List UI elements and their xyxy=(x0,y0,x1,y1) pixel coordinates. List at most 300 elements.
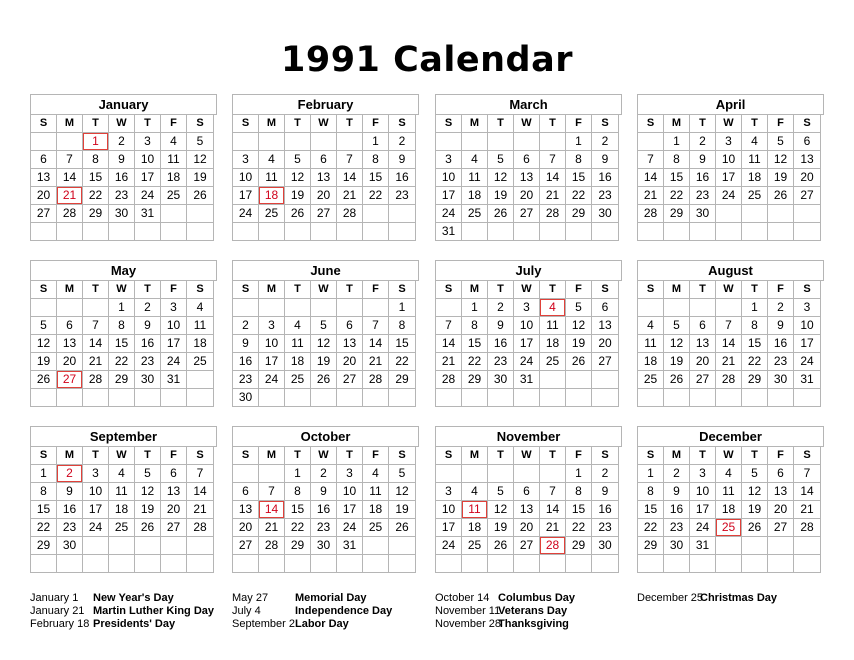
day-cell: 29 xyxy=(566,537,592,555)
day-cell: 28 xyxy=(259,537,285,555)
day-cell: 31 xyxy=(436,223,462,241)
week-row xyxy=(638,169,824,187)
day-cell: 24 xyxy=(135,187,161,205)
empty-cell xyxy=(187,371,214,389)
day-cell: 3 xyxy=(233,151,259,169)
weekday-label: T xyxy=(337,281,363,299)
month-name: April xyxy=(638,95,824,115)
weekday-label: W xyxy=(716,281,742,299)
day-cell: 30 xyxy=(311,537,337,555)
weekday-label: F xyxy=(768,281,794,299)
weekday-label: T xyxy=(488,281,514,299)
day-cell: 16 xyxy=(690,169,716,187)
empty-cell xyxy=(514,133,540,151)
day-cell: 16 xyxy=(233,353,259,371)
day-cell: 9 xyxy=(592,483,619,501)
week-row xyxy=(31,205,217,223)
empty-cell xyxy=(363,389,389,407)
weekday-label: S xyxy=(389,115,416,133)
day-cell: 21 xyxy=(337,187,363,205)
day-cell: 20 xyxy=(768,501,794,519)
day-cell: 16 xyxy=(488,335,514,353)
empty-cell xyxy=(716,555,742,573)
empty-cell xyxy=(311,555,337,573)
day-cell: 26 xyxy=(768,187,794,205)
weekday-label: T xyxy=(285,281,311,299)
weekday-label: S xyxy=(31,281,57,299)
day-cell: 14 xyxy=(540,169,566,187)
week-row xyxy=(638,205,824,223)
day-cell: 2 xyxy=(592,465,619,483)
empty-cell xyxy=(436,389,462,407)
holiday-name: Labor Day xyxy=(295,618,349,630)
day-cell: 7 xyxy=(259,483,285,501)
day-cell: 17 xyxy=(436,187,462,205)
empty-cell xyxy=(768,205,794,223)
day-cell: 9 xyxy=(768,317,794,335)
week-row xyxy=(638,223,824,241)
empty-cell xyxy=(462,465,488,483)
weekday-label: S xyxy=(592,281,619,299)
empty-cell xyxy=(436,465,462,483)
day-cell: 14 xyxy=(794,483,821,501)
day-cell: 29 xyxy=(462,371,488,389)
day-cell: 8 xyxy=(389,317,416,335)
day-cell: 30 xyxy=(768,371,794,389)
weekday-label: T xyxy=(742,447,768,465)
holiday-date: January 21 xyxy=(30,605,85,617)
day-cell: 6 xyxy=(690,317,716,335)
day-cell: 31 xyxy=(135,205,161,223)
holiday-date: May 27 xyxy=(232,592,269,604)
empty-cell xyxy=(57,133,83,151)
weekday-label: S xyxy=(187,281,214,299)
holiday-item xyxy=(435,605,575,618)
empty-cell xyxy=(742,223,768,241)
day-cell: 29 xyxy=(83,205,109,223)
weekday-label: F xyxy=(161,115,187,133)
week-row xyxy=(31,169,217,187)
week-row xyxy=(31,555,217,573)
day-cell: 5 xyxy=(311,317,337,335)
day-cell: 27 xyxy=(592,353,619,371)
day-cell: 16 xyxy=(311,501,337,519)
weekday-label: T xyxy=(135,281,161,299)
weekday-label: F xyxy=(768,447,794,465)
day-cell: 26 xyxy=(311,371,337,389)
holiday-date: July 4 xyxy=(232,605,261,617)
holiday-date: September 2 xyxy=(232,618,295,630)
day-cell: 2 xyxy=(389,133,416,151)
week-row xyxy=(31,501,217,519)
empty-cell xyxy=(109,389,135,407)
empty-cell xyxy=(311,133,337,151)
empty-cell xyxy=(638,389,664,407)
day-cell: 12 xyxy=(488,501,514,519)
day-cell: 25 xyxy=(187,353,214,371)
day-cell: 23 xyxy=(57,519,83,537)
empty-cell xyxy=(794,223,821,241)
empty-cell xyxy=(540,223,566,241)
day-cell: 17 xyxy=(690,501,716,519)
day-cell: 30 xyxy=(592,205,619,223)
day-cell: 15 xyxy=(566,169,592,187)
week-row xyxy=(638,299,824,317)
week-row xyxy=(31,223,217,241)
day-cell: 12 xyxy=(742,483,768,501)
day-cell: 9 xyxy=(109,151,135,169)
day-cell: 20 xyxy=(690,353,716,371)
empty-cell xyxy=(337,555,363,573)
day-cell: 15 xyxy=(83,169,109,187)
weekday-label: T xyxy=(488,447,514,465)
day-cell: 18 xyxy=(462,187,488,205)
weekday-label: S xyxy=(233,115,259,133)
day-cell: 26 xyxy=(187,187,214,205)
empty-cell xyxy=(31,299,57,317)
holiday-name: New Year's Day xyxy=(93,592,174,604)
week-row xyxy=(436,465,622,483)
day-cell: 4 xyxy=(109,465,135,483)
week-row xyxy=(31,389,217,407)
month-april xyxy=(637,94,824,241)
empty-cell xyxy=(187,389,214,407)
empty-cell xyxy=(540,133,566,151)
empty-cell xyxy=(135,555,161,573)
day-cell: 13 xyxy=(31,169,57,187)
empty-cell xyxy=(31,555,57,573)
empty-cell xyxy=(187,555,214,573)
empty-cell xyxy=(638,133,664,151)
day-cell: 13 xyxy=(690,335,716,353)
day-cell: 9 xyxy=(664,483,690,501)
month-march xyxy=(435,94,622,241)
weekday-label: S xyxy=(436,447,462,465)
weekday-label: S xyxy=(187,115,214,133)
day-cell: 25 xyxy=(462,537,488,555)
day-cell: 13 xyxy=(794,151,821,169)
day-cell: 18 xyxy=(742,169,768,187)
week-row xyxy=(31,371,217,389)
empty-cell xyxy=(540,555,566,573)
day-cell: 31 xyxy=(161,371,187,389)
month-december xyxy=(637,426,824,573)
day-cell: 1 xyxy=(389,299,416,317)
day-cell: 20 xyxy=(57,353,83,371)
day-cell: 6 xyxy=(233,483,259,501)
weekday-label: T xyxy=(690,447,716,465)
weekday-label: S xyxy=(638,115,664,133)
weekday-label: W xyxy=(514,115,540,133)
day-cell: 3 xyxy=(794,299,821,317)
day-cell: 20 xyxy=(592,335,619,353)
empty-cell xyxy=(664,223,690,241)
week-row xyxy=(638,537,824,555)
day-cell: 16 xyxy=(135,335,161,353)
empty-cell xyxy=(768,389,794,407)
day-cell: 30 xyxy=(690,205,716,223)
week-row xyxy=(31,151,217,169)
day-cell: 15 xyxy=(31,501,57,519)
empty-cell xyxy=(57,389,83,407)
holiday-day-cell: 2 xyxy=(57,465,83,483)
week-row xyxy=(233,205,419,223)
weekday-label: M xyxy=(57,115,83,133)
holiday-name: Independence Day xyxy=(295,605,393,617)
empty-cell xyxy=(259,299,285,317)
week-row xyxy=(31,353,217,371)
day-cell: 27 xyxy=(31,205,57,223)
day-cell: 16 xyxy=(389,169,416,187)
day-cell: 20 xyxy=(337,353,363,371)
day-cell: 25 xyxy=(285,371,311,389)
weekday-label: T xyxy=(742,115,768,133)
empty-cell xyxy=(462,223,488,241)
day-cell: 28 xyxy=(716,371,742,389)
day-cell: 19 xyxy=(742,501,768,519)
weekday-label: T xyxy=(135,115,161,133)
month-january xyxy=(30,94,217,241)
empty-cell xyxy=(161,223,187,241)
day-cell: 18 xyxy=(285,353,311,371)
day-cell: 1 xyxy=(638,465,664,483)
day-cell: 11 xyxy=(742,151,768,169)
month-name: March xyxy=(436,95,622,115)
empty-cell xyxy=(311,389,337,407)
day-cell: 15 xyxy=(664,169,690,187)
weekday-label: S xyxy=(638,281,664,299)
day-cell: 6 xyxy=(337,317,363,335)
empty-cell xyxy=(436,299,462,317)
empty-cell xyxy=(259,389,285,407)
day-cell: 9 xyxy=(690,151,716,169)
empty-cell xyxy=(566,223,592,241)
day-cell: 4 xyxy=(716,465,742,483)
day-cell: 14 xyxy=(363,335,389,353)
day-cell: 3 xyxy=(337,465,363,483)
day-cell: 11 xyxy=(187,317,214,335)
day-cell: 7 xyxy=(57,151,83,169)
day-cell: 4 xyxy=(363,465,389,483)
empty-cell xyxy=(514,555,540,573)
day-cell: 17 xyxy=(233,187,259,205)
day-cell: 30 xyxy=(135,371,161,389)
day-cell: 11 xyxy=(285,335,311,353)
empty-cell xyxy=(462,133,488,151)
day-cell: 8 xyxy=(664,151,690,169)
day-cell: 5 xyxy=(566,299,592,317)
day-cell: 20 xyxy=(794,169,821,187)
weekday-label: S xyxy=(794,281,821,299)
week-row xyxy=(233,389,419,407)
empty-cell xyxy=(742,389,768,407)
day-cell: 7 xyxy=(83,317,109,335)
day-cell: 9 xyxy=(488,317,514,335)
empty-cell xyxy=(540,465,566,483)
day-cell: 1 xyxy=(462,299,488,317)
day-cell: 6 xyxy=(514,483,540,501)
holiday-column xyxy=(435,592,575,631)
week-row xyxy=(436,371,622,389)
day-cell: 15 xyxy=(462,335,488,353)
day-cell: 30 xyxy=(488,371,514,389)
month-name: October xyxy=(233,427,419,447)
day-cell: 22 xyxy=(363,187,389,205)
day-cell: 23 xyxy=(135,353,161,371)
month-name: June xyxy=(233,261,419,281)
day-cell: 9 xyxy=(389,151,416,169)
week-row xyxy=(436,169,622,187)
week-row xyxy=(436,353,622,371)
holiday-item xyxy=(435,618,575,631)
day-cell: 10 xyxy=(83,483,109,501)
weekday-label: S xyxy=(592,447,619,465)
day-cell: 3 xyxy=(514,299,540,317)
weekday-label: T xyxy=(540,447,566,465)
week-row xyxy=(436,483,622,501)
holiday-item xyxy=(637,592,777,605)
weekday-label: W xyxy=(109,281,135,299)
empty-cell xyxy=(389,205,416,223)
weekday-label: M xyxy=(462,115,488,133)
empty-cell xyxy=(690,299,716,317)
week-row xyxy=(638,151,824,169)
day-cell: 24 xyxy=(83,519,109,537)
empty-cell xyxy=(488,133,514,151)
holiday-day-cell: 1 xyxy=(83,133,109,151)
day-cell: 25 xyxy=(540,353,566,371)
empty-cell xyxy=(285,223,311,241)
month-name: December xyxy=(638,427,824,447)
day-cell: 22 xyxy=(285,519,311,537)
week-row xyxy=(436,187,622,205)
day-cell: 10 xyxy=(716,151,742,169)
empty-cell xyxy=(31,133,57,151)
day-cell: 5 xyxy=(488,151,514,169)
day-cell: 1 xyxy=(109,299,135,317)
day-cell: 8 xyxy=(462,317,488,335)
day-cell: 1 xyxy=(285,465,311,483)
empty-cell xyxy=(109,223,135,241)
day-cell: 5 xyxy=(31,317,57,335)
day-cell: 28 xyxy=(187,519,214,537)
day-cell: 27 xyxy=(161,519,187,537)
weekday-label: F xyxy=(363,447,389,465)
day-cell: 11 xyxy=(462,169,488,187)
day-cell: 29 xyxy=(285,537,311,555)
day-cell: 13 xyxy=(233,501,259,519)
day-cell: 12 xyxy=(488,169,514,187)
day-cell: 17 xyxy=(161,335,187,353)
weekday-label: M xyxy=(57,281,83,299)
day-cell: 8 xyxy=(83,151,109,169)
weekday-label: S xyxy=(233,447,259,465)
day-cell: 7 xyxy=(638,151,664,169)
day-cell: 6 xyxy=(311,151,337,169)
day-cell: 24 xyxy=(690,519,716,537)
day-cell: 18 xyxy=(716,501,742,519)
holiday-day-cell: 25 xyxy=(716,519,742,537)
week-row xyxy=(436,205,622,223)
empty-cell xyxy=(57,299,83,317)
holiday-day-cell: 4 xyxy=(540,299,566,317)
weekday-label: T xyxy=(690,281,716,299)
week-row xyxy=(233,223,419,241)
holiday-item xyxy=(232,592,392,605)
day-cell: 17 xyxy=(259,353,285,371)
day-cell: 29 xyxy=(109,371,135,389)
empty-cell xyxy=(161,555,187,573)
day-cell: 10 xyxy=(436,169,462,187)
day-cell: 7 xyxy=(187,465,214,483)
day-cell: 17 xyxy=(83,501,109,519)
day-cell: 28 xyxy=(363,371,389,389)
day-cell: 21 xyxy=(540,187,566,205)
day-cell: 17 xyxy=(135,169,161,187)
weekday-header xyxy=(638,447,824,465)
empty-cell xyxy=(31,223,57,241)
week-row xyxy=(31,537,217,555)
day-cell: 3 xyxy=(135,133,161,151)
day-cell: 15 xyxy=(566,501,592,519)
empty-cell xyxy=(83,537,109,555)
day-cell: 26 xyxy=(488,537,514,555)
day-cell: 2 xyxy=(768,299,794,317)
empty-cell xyxy=(514,389,540,407)
weekday-header xyxy=(31,281,217,299)
day-cell: 9 xyxy=(135,317,161,335)
empty-cell xyxy=(83,389,109,407)
week-row xyxy=(638,317,824,335)
day-cell: 16 xyxy=(57,501,83,519)
empty-cell xyxy=(488,389,514,407)
empty-cell xyxy=(311,223,337,241)
empty-cell xyxy=(794,389,821,407)
day-cell: 20 xyxy=(233,519,259,537)
day-cell: 26 xyxy=(389,519,416,537)
day-cell: 19 xyxy=(31,353,57,371)
day-cell: 17 xyxy=(337,501,363,519)
day-cell: 26 xyxy=(285,205,311,223)
weekday-label: T xyxy=(337,115,363,133)
day-cell: 5 xyxy=(664,317,690,335)
day-cell: 24 xyxy=(514,353,540,371)
day-cell: 15 xyxy=(389,335,416,353)
day-cell: 24 xyxy=(161,353,187,371)
empty-cell xyxy=(161,389,187,407)
month-september xyxy=(30,426,217,573)
day-cell: 10 xyxy=(690,483,716,501)
day-cell: 27 xyxy=(233,537,259,555)
day-cell: 28 xyxy=(794,519,821,537)
weekday-label: W xyxy=(311,447,337,465)
weekday-label: S xyxy=(31,447,57,465)
day-cell: 20 xyxy=(311,187,337,205)
day-cell: 21 xyxy=(716,353,742,371)
day-cell: 21 xyxy=(794,501,821,519)
week-row xyxy=(638,353,824,371)
empty-cell xyxy=(566,555,592,573)
empty-cell xyxy=(716,299,742,317)
holiday-day-cell: 27 xyxy=(57,371,83,389)
day-cell: 14 xyxy=(337,169,363,187)
day-cell: 13 xyxy=(311,169,337,187)
day-cell: 21 xyxy=(259,519,285,537)
day-cell: 28 xyxy=(337,205,363,223)
day-cell: 16 xyxy=(768,335,794,353)
empty-cell xyxy=(488,465,514,483)
week-row xyxy=(233,169,419,187)
